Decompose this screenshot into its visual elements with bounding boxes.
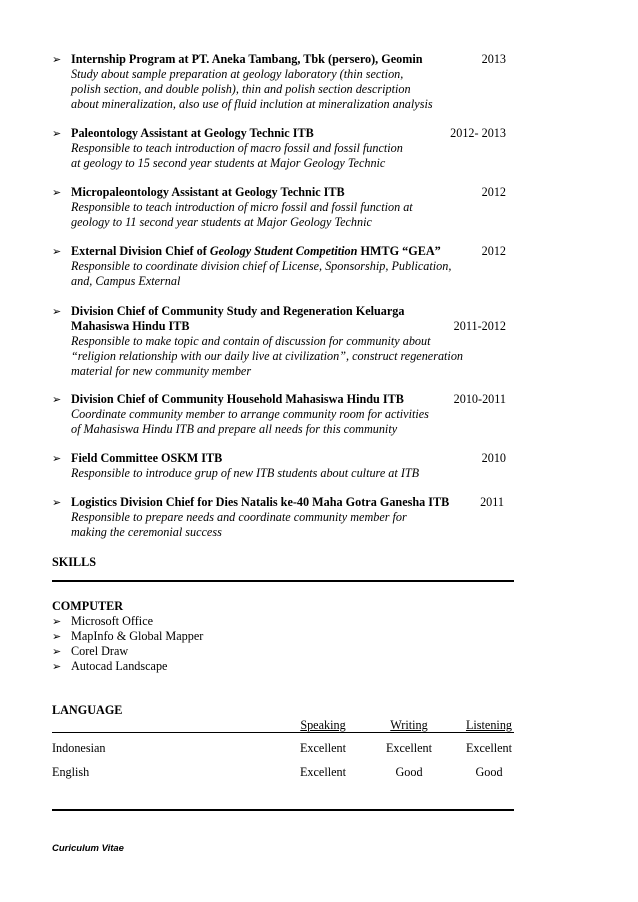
experience-entry <box>52 451 512 481</box>
table-header-rule <box>52 732 514 733</box>
description-line: making the ceremonial success <box>71 525 222 539</box>
arrow-bullet-icon: ➢ <box>52 660 62 673</box>
experience-title-text: Mahasiswa Hindu ITB <box>71 319 190 333</box>
arrow-bullet-icon: ➢ <box>52 245 62 258</box>
language-rating: Good <box>395 765 423 779</box>
arrow-bullet-icon: ➢ <box>52 645 62 658</box>
list-item <box>52 644 203 659</box>
experience-title-text: Division Chief of Community Household Mahasiswa Hindu ITB <box>71 392 404 406</box>
arrow-bullet-icon: ➢ <box>52 452 62 465</box>
experience-title <box>71 126 512 141</box>
experience-year: 2012 <box>481 244 506 258</box>
description-line: Responsible to introduce grup of new ITB students about culture at ITB <box>71 466 420 480</box>
skill-label: Corel Draw <box>71 644 129 658</box>
experience-year: 2013 <box>481 52 506 66</box>
experience-title <box>71 244 512 259</box>
experience-entry <box>52 185 512 230</box>
experience-title <box>71 495 512 510</box>
experience-entry <box>52 495 512 540</box>
experience-description <box>71 67 512 112</box>
description-line: geology to 11 second year students at Major Geology Technic <box>71 215 372 229</box>
experience-title-text: Field Committee OSKM ITB <box>71 451 223 465</box>
experience-title-text: Internship Program at PT. Aneka Tambang, Tbk (persero), Geomin <box>71 52 423 66</box>
experience-description <box>71 141 512 171</box>
description-line: Responsible to teach introduction of macro fossil and fossil function <box>71 141 403 155</box>
experience-year: 2011-2012 <box>453 319 506 333</box>
description-line: Responsible to make topic and contain of discussion for community about <box>71 334 431 348</box>
description-line: polish section, and double polish), thin and polish section description <box>71 82 411 96</box>
list-item <box>52 614 203 629</box>
description-line: “religion relationship with our daily live at civilization”, construct regeneration <box>71 349 464 363</box>
experience-title-text: Logistics Division Chief for Dies Natalis ke-40 Maha Gotra Ganesha ITB <box>71 495 450 509</box>
experience-description <box>71 407 512 437</box>
experience-entry <box>52 244 512 289</box>
writing-header: Writing <box>390 718 428 732</box>
list-item <box>52 629 203 644</box>
description-line: material for new community member <box>71 364 252 378</box>
experience-year: 2010-2011 <box>453 392 506 406</box>
arrow-bullet-icon: ➢ <box>52 186 62 199</box>
language-rating: Good <box>475 765 503 779</box>
skill-label: MapInfo & Global Mapper <box>71 629 204 643</box>
description-line: Responsible to coordinate division chief of License, Sponsorship, Publication, <box>71 259 452 273</box>
description-line: about mineralization, also use of fluid inclution at mineralization analysis <box>71 97 433 111</box>
experience-title <box>71 52 512 67</box>
experience-year: 2011 <box>480 495 504 509</box>
arrow-bullet-icon: ➢ <box>52 630 62 643</box>
language-name: English <box>52 765 90 779</box>
description-line: Responsible to prepare needs and coordinate community member for <box>71 510 407 524</box>
language-rating: Excellent <box>385 741 433 755</box>
experience-title-text: External Division Chief of <box>71 244 210 258</box>
experience-year: 2012- 2013 <box>450 126 506 140</box>
arrow-bullet-icon: ➢ <box>52 393 62 406</box>
skills-heading: SKILLS <box>52 555 97 569</box>
experience-title <box>71 304 512 334</box>
section-divider <box>52 809 514 811</box>
description-line: Coordinate community member to arrange community room for activities <box>71 407 429 421</box>
listening-header: Listening <box>465 718 513 732</box>
experience-title-text: HMTG “GEA” <box>357 244 441 258</box>
experience-description <box>71 259 512 289</box>
experience-entry <box>52 304 512 379</box>
arrow-bullet-icon: ➢ <box>52 496 62 509</box>
footer-label: Curiculum Vitae <box>52 843 124 854</box>
experience-description <box>71 334 512 379</box>
computer-skills-list <box>52 614 203 674</box>
description-line: at geology to 15 second year students at Major Geology Technic <box>71 156 386 170</box>
experience-year: 2012 <box>481 185 506 199</box>
experience-title-emphasis: Geology Student Competition <box>209 244 358 258</box>
description-line: of Mahasiswa Hindu ITB and prepare all needs for this community <box>71 422 398 436</box>
experience-title-text: Division Chief of Community Study and Regeneration Keluarga <box>71 304 405 318</box>
section-divider <box>52 580 514 582</box>
speaking-header: Speaking <box>300 718 346 732</box>
description-line: Responsible to teach introduction of micro fossil and fossil function at <box>71 200 413 214</box>
computer-heading: COMPUTER <box>52 599 124 613</box>
experience-description <box>71 200 512 230</box>
experience-entry <box>52 392 512 437</box>
experience-description <box>71 510 512 540</box>
experience-title-text: Paleontology Assistant at Geology Technic ITB <box>71 126 314 140</box>
arrow-bullet-icon: ➢ <box>52 305 62 318</box>
description-line: and, Campus External <box>71 274 181 288</box>
description-line: Study about sample preparation at geology laboratory (thin section, <box>71 67 404 81</box>
arrow-bullet-icon: ➢ <box>52 615 62 628</box>
arrow-bullet-icon: ➢ <box>52 127 62 140</box>
experience-title <box>71 392 512 407</box>
language-rating: Excellent <box>299 741 347 755</box>
language-name: Indonesian <box>52 741 106 755</box>
list-item <box>52 659 203 674</box>
skill-label: Autocad Landscape <box>71 659 168 673</box>
language-heading: LANGUAGE <box>52 703 123 717</box>
language-rating: Excellent <box>465 741 513 755</box>
experience-description <box>71 466 512 481</box>
experience-year: 2010 <box>481 451 506 465</box>
arrow-bullet-icon: ➢ <box>52 53 62 66</box>
experience-title <box>71 185 512 200</box>
experience-entry <box>52 126 512 171</box>
experience-title <box>71 451 512 466</box>
skill-label: Microsoft Office <box>71 614 154 628</box>
experience-title-text: Micropaleontology Assistant at Geology Technic ITB <box>71 185 345 199</box>
experience-entry <box>52 52 512 112</box>
language-rating: Excellent <box>299 765 347 779</box>
